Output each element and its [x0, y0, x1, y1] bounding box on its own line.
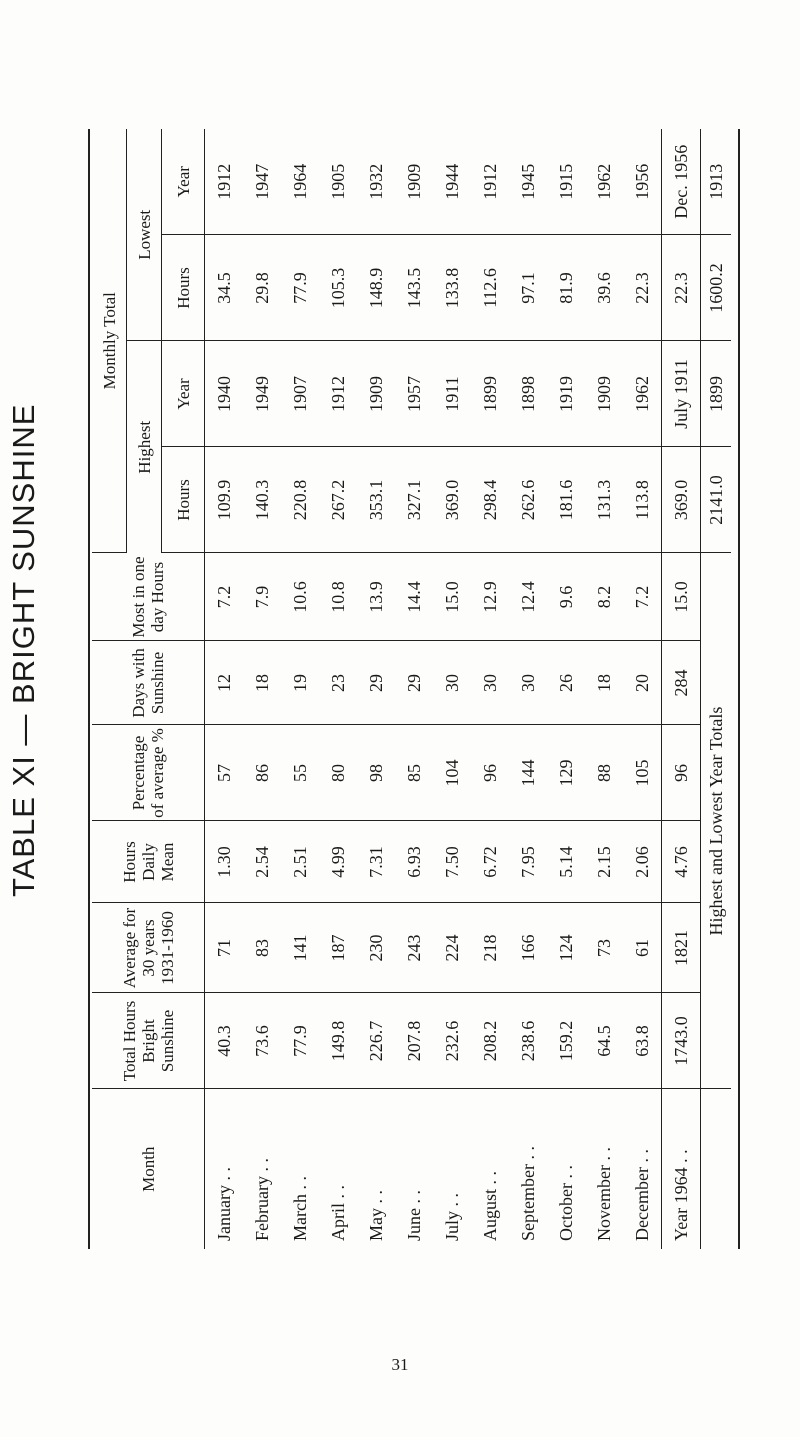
- cell-average: 187: [319, 903, 357, 993]
- cell-daily-mean: 7.31: [357, 821, 395, 903]
- cell-lowest-hours: 39.6: [585, 235, 623, 341]
- cell-most: 7.9: [243, 553, 281, 641]
- cell-highest-year: 1912: [319, 341, 357, 447]
- cell-lowest-year: 1932: [357, 129, 395, 235]
- cell-highest-hours: 369.0: [433, 447, 471, 553]
- cell-percentage: 85: [395, 725, 433, 821]
- cell-percentage: 80: [319, 725, 357, 821]
- sunshine-table: [92, 129, 731, 1249]
- cell-daily-mean: 1.30: [205, 821, 244, 903]
- cell-lowest-year: 1956: [623, 129, 662, 235]
- cell-total: 238.6: [509, 993, 547, 1089]
- cell-highest-year: 1911: [433, 341, 471, 447]
- cell-most: 7.2: [623, 553, 662, 641]
- cell-lowest-year: 1909: [395, 129, 433, 235]
- cell-highest-hours: 267.2: [319, 447, 357, 553]
- cell-lowest-hours: 22.3: [623, 235, 662, 341]
- header-lowest-hours: Hours: [162, 235, 205, 341]
- cell-days: 30: [471, 641, 509, 725]
- header-average: Average for 30 years 1931-1960: [92, 903, 205, 993]
- cell-days: 26: [547, 641, 585, 725]
- cell-highest-hours: 109.9: [205, 447, 244, 553]
- cell-lowest-hours: 112.6: [471, 235, 509, 341]
- cell-total: 232.6: [433, 993, 471, 1089]
- cell-most: 12.4: [509, 553, 547, 641]
- cell-highest-year: July 1911: [662, 341, 701, 447]
- cell-daily-mean: 2.15: [585, 821, 623, 903]
- cell-days: 29: [357, 641, 395, 725]
- cell-daily-mean: 4.76: [662, 821, 701, 903]
- cell-lowest-hours: 105.3: [319, 235, 357, 341]
- table-row: [205, 129, 244, 1249]
- cell-most: 15.0: [662, 553, 701, 641]
- header-most-one-day: Most in one day Hours: [92, 553, 205, 641]
- header-lowest-year: Year: [162, 129, 205, 235]
- cell-highest-year: 1919: [547, 341, 585, 447]
- cell-highest-year: 1949: [243, 341, 281, 447]
- cell-highest-hours: 181.6: [547, 447, 585, 553]
- totals-highest-year: 1899: [701, 341, 732, 447]
- header-percentage: Percentage of average %: [92, 725, 205, 821]
- cell-month: June . .: [404, 1190, 424, 1241]
- cell-most: 10.8: [319, 553, 357, 641]
- cell-month: November . .: [594, 1147, 614, 1241]
- cell-lowest-hours: 29.8: [243, 235, 281, 341]
- cell-month: April . .: [328, 1185, 348, 1241]
- cell-average: 141: [281, 903, 319, 993]
- cell-highest-year: 1899: [471, 341, 509, 447]
- cell-lowest-hours: 22.3: [662, 235, 701, 341]
- cell-highest-hours: 113.8: [623, 447, 662, 553]
- cell-highest-hours: 220.8: [281, 447, 319, 553]
- cell-month: August . .: [480, 1170, 500, 1241]
- year-row: [662, 129, 701, 1249]
- cell-percentage: 129: [547, 725, 585, 821]
- cell-lowest-year: 1945: [509, 129, 547, 235]
- cell-lowest-year: 1947: [243, 129, 281, 235]
- cell-average: 218: [471, 903, 509, 993]
- cell-lowest-year: 1962: [585, 129, 623, 235]
- cell-total: 159.2: [547, 993, 585, 1089]
- cell-highest-year: 1898: [509, 341, 547, 447]
- cell-daily-mean: 6.72: [471, 821, 509, 903]
- cell-month: September . .: [518, 1146, 538, 1241]
- table-row: [585, 129, 623, 1249]
- cell-lowest-hours: 81.9: [547, 235, 585, 341]
- cell-highest-year: 1957: [395, 341, 433, 447]
- cell-percentage: 98: [357, 725, 395, 821]
- table-row: [319, 129, 357, 1249]
- cell-average: 61: [623, 903, 662, 993]
- cell-average: 73: [585, 903, 623, 993]
- cell-highest-hours: 140.3: [243, 447, 281, 553]
- cell-lowest-hours: 77.9: [281, 235, 319, 341]
- cell-month: October . .: [556, 1165, 576, 1241]
- cell-month: Year 1964 . .: [662, 1089, 701, 1249]
- table-row: [623, 129, 662, 1249]
- cell-percentage: 144: [509, 725, 547, 821]
- cell-lowest-hours: 148.9: [357, 235, 395, 341]
- cell-month: January . .: [214, 1167, 234, 1241]
- cell-lowest-year: 1912: [471, 129, 509, 235]
- cell-percentage: 86: [243, 725, 281, 821]
- cell-month: February . .: [252, 1158, 272, 1241]
- cell-daily-mean: 2.54: [243, 821, 281, 903]
- cell-month: December . .: [632, 1149, 652, 1241]
- cell-highest-hours: 369.0: [662, 447, 701, 553]
- cell-average: 83: [243, 903, 281, 993]
- cell-lowest-hours: 97.1: [509, 235, 547, 341]
- cell-most: 14.4: [395, 553, 433, 641]
- cell-average: 71: [205, 903, 244, 993]
- table-row: [509, 129, 547, 1249]
- cell-days: 30: [433, 641, 471, 725]
- table-row: [471, 129, 509, 1249]
- cell-average: 230: [357, 903, 395, 993]
- cell-percentage: 55: [281, 725, 319, 821]
- cell-highest-hours: 353.1: [357, 447, 395, 553]
- header-days-with: Days with Sunshine: [92, 641, 205, 725]
- totals-lowest-year: 1913: [701, 129, 732, 235]
- header-highest-hours: Hours: [162, 447, 205, 553]
- header-highest: Highest: [127, 341, 162, 553]
- table-top-rule: [88, 129, 90, 1249]
- table-row: [281, 129, 319, 1249]
- cell-average: 166: [509, 903, 547, 993]
- totals-caption: Highest and Lowest Year Totals: [701, 553, 732, 1089]
- header-monthly-total: Monthly Total: [92, 129, 127, 553]
- cell-highest-year: 1909: [585, 341, 623, 447]
- cell-percentage: 57: [205, 725, 244, 821]
- cell-month: July . .: [442, 1192, 462, 1241]
- table-body: [205, 129, 732, 1249]
- cell-lowest-year: Dec. 1956: [662, 129, 701, 235]
- totals-highest-hours: 2141.0: [701, 447, 732, 553]
- cell-total: 149.8: [319, 993, 357, 1089]
- cell-most: 8.2: [585, 553, 623, 641]
- cell-most: 10.6: [281, 553, 319, 641]
- cell-month: May . .: [366, 1190, 386, 1241]
- cell-average: 243: [395, 903, 433, 993]
- cell-days: 20: [623, 641, 662, 725]
- cell-highest-hours: 327.1: [395, 447, 433, 553]
- cell-lowest-year: 1964: [281, 129, 319, 235]
- cell-most: 12.9: [471, 553, 509, 641]
- cell-highest-year: 1907: [281, 341, 319, 447]
- cell-highest-hours: 131.3: [585, 447, 623, 553]
- cell-average: 124: [547, 903, 585, 993]
- cell-total: 77.9: [281, 993, 319, 1089]
- cell-lowest-year: 1915: [547, 129, 585, 235]
- cell-average: 224: [433, 903, 471, 993]
- cell-total: 40.3: [205, 993, 244, 1089]
- cell-total: 226.7: [357, 993, 395, 1089]
- cell-daily-mean: 5.14: [547, 821, 585, 903]
- cell-highest-year: 1909: [357, 341, 395, 447]
- totals-lowest-hours: 1600.2: [701, 235, 732, 341]
- header-total-hours: Total Hours Bright Sunshine: [92, 993, 205, 1089]
- page-number: 31: [391, 1355, 409, 1374]
- cell-daily-mean: 2.06: [623, 821, 662, 903]
- cell-percentage: 105: [623, 725, 662, 821]
- cell-total: 73.6: [243, 993, 281, 1089]
- cell-days: 284: [662, 641, 701, 725]
- table-bottom-rule: [738, 129, 740, 1249]
- cell-days: 18: [243, 641, 281, 725]
- cell-days: 12: [205, 641, 244, 725]
- cell-lowest-hours: 133.8: [433, 235, 471, 341]
- table-row: [357, 129, 395, 1249]
- header-daily-mean: Hours Daily Mean: [92, 821, 205, 903]
- cell-highest-year: 1940: [205, 341, 244, 447]
- cell-percentage: 104: [433, 725, 471, 821]
- page-title: TABLE XI — BRIGHT SUNSHINE: [6, 403, 41, 897]
- cell-days: 18: [585, 641, 623, 725]
- cell-highest-year: 1962: [623, 341, 662, 447]
- table-row: [547, 129, 585, 1249]
- cell-highest-hours: 262.6: [509, 447, 547, 553]
- cell-lowest-hours: 143.5: [395, 235, 433, 341]
- cell-total: 64.5: [585, 993, 623, 1089]
- cell-most: 9.6: [547, 553, 585, 641]
- cell-daily-mean: 4.99: [319, 821, 357, 903]
- cell-daily-mean: 6.93: [395, 821, 433, 903]
- cell-days: 29: [395, 641, 433, 725]
- cell-lowest-year: 1912: [205, 129, 244, 235]
- cell-total: 207.8: [395, 993, 433, 1089]
- totals-caption-row: [701, 129, 732, 1249]
- cell-total: 208.2: [471, 993, 509, 1089]
- cell-daily-mean: 7.50: [433, 821, 471, 903]
- cell-percentage: 96: [662, 725, 701, 821]
- cell-percentage: 96: [471, 725, 509, 821]
- cell-daily-mean: 2.51: [281, 821, 319, 903]
- cell-month: March . .: [290, 1176, 310, 1241]
- cell-most: 7.2: [205, 553, 244, 641]
- cell-days: 30: [509, 641, 547, 725]
- table-row: [395, 129, 433, 1249]
- cell-highest-hours: 298.4: [471, 447, 509, 553]
- cell-lowest-year: 1905: [319, 129, 357, 235]
- cell-most: 15.0: [433, 553, 471, 641]
- table-row: [243, 129, 281, 1249]
- header-highest-year: Year: [162, 341, 205, 447]
- cell-days: 19: [281, 641, 319, 725]
- cell-lowest-hours: 34.5: [205, 235, 244, 341]
- cell-percentage: 88: [585, 725, 623, 821]
- cell-most: 13.9: [357, 553, 395, 641]
- cell-total: 63.8: [623, 993, 662, 1089]
- cell-average: 1821: [662, 903, 701, 993]
- header-month: Month: [138, 1146, 158, 1192]
- cell-daily-mean: 7.95: [509, 821, 547, 903]
- table-row: [433, 129, 471, 1249]
- header-lowest: Lowest: [127, 129, 162, 341]
- cell-total: 1743.0: [662, 993, 701, 1089]
- cell-days: 23: [319, 641, 357, 725]
- cell-lowest-year: 1944: [433, 129, 471, 235]
